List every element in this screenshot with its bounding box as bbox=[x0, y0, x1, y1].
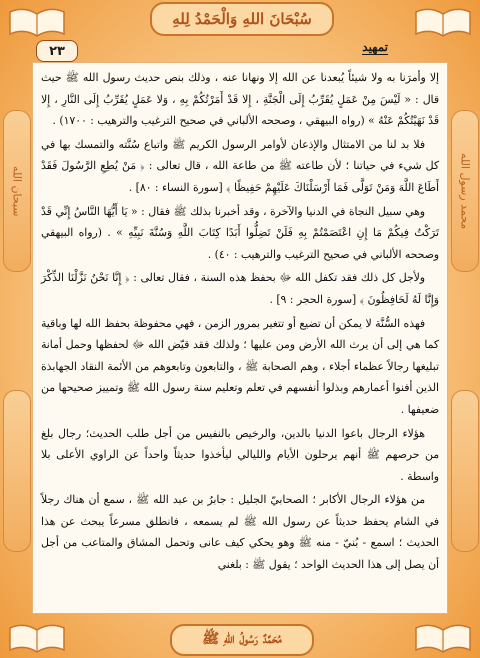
paragraph: إلا وأمرَنا به ولا شيئاً يُبعدنا عن الله إلا ونهانا عنه ، وذلك بنص حديث رسول الله ﷺ حيث قال : « لَيْسَ مِنْ عَمَلٍ يُقَرِّبُ إِلَى الْجَنَّةِ ، إِلا قَدْ أَمَرْتُكُمْ بِهِ ، وَلا عَمَلٍ يُقَرِّبُ إِلَى النَّارِ ، إِلا قَدْ نَهَيْتُكُمْ عَنْهُ » (رواه البيهقي ، وصححه الألباني في صحيح الترغيب والترهيب : ١٧٠٠) . bbox=[41, 71, 439, 128]
paragraph: وهي سبيل النجاة في الدنيا والآخرة ، وقد أخبرنا بذلك ﷺ فقال : « يَا أَيُّهَا النَّاسُ إِنِّي قَدْ تَرَكْتُ فِيكُمْ مَا إِنِ اعْتَصَمْتُمْ بِهِ فَلَنْ تَضِلُّوا أَبَدًا كِتَابَ اللَّهِ وَسُنَّةَ نَبِيِّهِ » . (رواه البيهقي وصححه الألباني في صحيح الترغيب والترهيب : ٤٠) . bbox=[41, 204, 439, 261]
header-calligraphy-banner bbox=[150, 2, 334, 36]
open-book-icon bbox=[8, 4, 66, 38]
right-side-ornament bbox=[451, 110, 479, 272]
open-book-icon bbox=[414, 620, 472, 654]
right-ornament-text: محمد رسول الله bbox=[458, 152, 472, 230]
header-banner-text: سُبْحَانَ اللهِ وَالْحَمْدُ لِلهِ bbox=[172, 10, 312, 28]
right-side-ornament-lower bbox=[451, 390, 479, 552]
paragraph: ولأجل كل ذلك فقد تكفل الله ﷻ بحفظ هذه السنة ، فقال تعالى : ﴿ إِنَّا نَحْنُ نَزَّلْنَا الذِّكْرَ وَإِنَّا لَهُ لَحَافِظُونَ ﴾ [سورة الحجر : ٩] . bbox=[41, 271, 439, 306]
footer-calligraphy-banner bbox=[170, 624, 314, 656]
paragraph: فهذه السُّنَّة لا يمكن أن تضيع أو تتغير بمرور الزمن ، فهي محفوظة بحفظ الله لها وباقية كما هي إلى أن يرث الله الأرض ومن عليها ؛ ولذلك فقد قيّض الله ﷻ لحفظها وحمل أمانة تبليغها رجالاً عظماء أجلاء ، وهم الصحابة ﷺ ، والتابعون وتابعوهم من الأئمة النقاد الجهابذة الذين أفنوا أعمارهم وبذلوا أنفسهم في تعلم وتعليم سنة رسول الله ﷺ وتمييز صحيحها من ضعيفها . bbox=[41, 316, 439, 416]
page-number bbox=[36, 40, 78, 62]
paragraph: هؤلاء الرجال باعوا الدنيا بالدين، والرخيص بالنفيس من أجل طلب الحديث؛ رجال بلغ من حرصهم ﷺ أنهم يرحلون الأيام والليالي ليأخذوا حديثاً واحداً عن الراوي الأعلى بلا واسطة . bbox=[41, 426, 439, 483]
footer-banner-text: مُحَمَّدٌ رَسُولُ اللهِ ﷺ bbox=[202, 631, 282, 647]
open-book-icon bbox=[414, 4, 472, 38]
main-text-body bbox=[32, 62, 448, 614]
left-ornament-text: سبحان الله bbox=[10, 165, 24, 217]
paragraph: فلا بد لنا من الامتثال والإذعان لأوامر الرسول الكريم ﷺ واتباع سُنَّته والتمسك بها في كل شيء في حياتنا ؛ لأن طاعته ﷺ من طاعة الله ، قال تعالى : ﴿ مَنْ يُطِعِ الرَّسُولَ فَقَدْ أَطَاعَ اللَّهَ وَمَنْ تَوَلَّى فَمَا أَرْسَلْنَاكَ عَلَيْهِمْ حَفِيظًا ﴾ [سورة النساء : ٨٠] . bbox=[41, 137, 439, 194]
open-book-icon bbox=[8, 620, 66, 654]
paragraph: من هؤلاء الرجال الأكابر ؛ الصحابيّ الجليل : جابرُ بن عبد الله ﷺ ، سمع أن هناك رجلاً في الشام يحفظ حديثاً عن رسول الله ﷺ لم يسمعه ، فانطلق مسرعاً يبحث عن هذا الحديث ؛ اسمع - بُنيّ - منه ﷺ وهو يحكي كيف عانى وتحمل المشاق والمتاعب من أجل أن يصل إلى هذا الحديث الواحد ؛ يقول ﷺ : بلغني bbox=[41, 493, 439, 572]
left-side-ornament-lower bbox=[3, 390, 31, 552]
page-number-text: ٢٣ bbox=[49, 43, 65, 59]
left-side-ornament bbox=[3, 110, 31, 272]
section-label: تمهيد bbox=[362, 40, 388, 54]
